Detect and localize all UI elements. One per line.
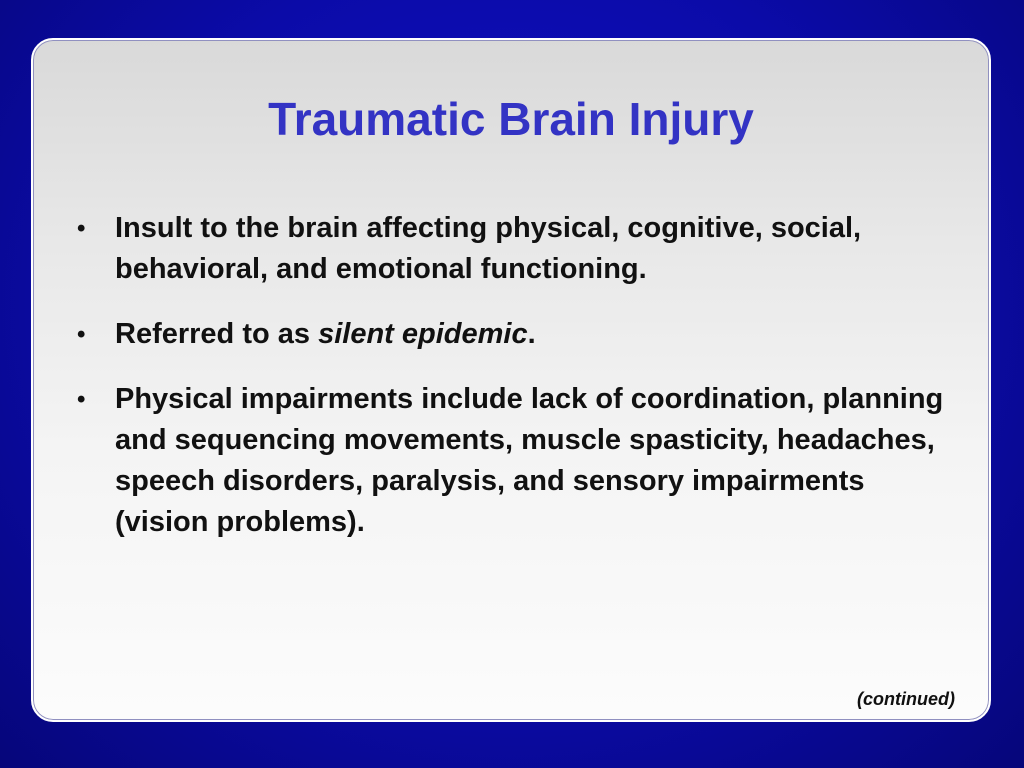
bullet-text: Physical impairments include lack of coordination, planning and sequencing movements, muscle spasticity, headaches, speech disorders, paralysis, and sensory impairments (vision problems).: [115, 383, 944, 538]
bullet-icon: •: [77, 321, 86, 348]
bullet-icon: •: [77, 386, 86, 413]
bullet-text: Insult to the brain affecting physical, cognitive, social, behavioral, and emotional functioning.: [115, 212, 862, 285]
bullet-list: [77, 208, 957, 567]
content-panel: [31, 38, 991, 722]
bullet-icon: •: [77, 215, 86, 242]
continued-note: (continued): [857, 689, 955, 709]
bullet-text-emphasis: silent epidemic: [318, 318, 528, 350]
bullet-item: [77, 314, 957, 355]
bullet-text-suffix: .: [527, 318, 536, 350]
slide-title: Traumatic Brain Injury: [268, 93, 754, 145]
bullet-item: [77, 208, 957, 290]
bullet-text-prefix: Referred to as: [115, 318, 319, 350]
bullet-item: [77, 379, 957, 543]
